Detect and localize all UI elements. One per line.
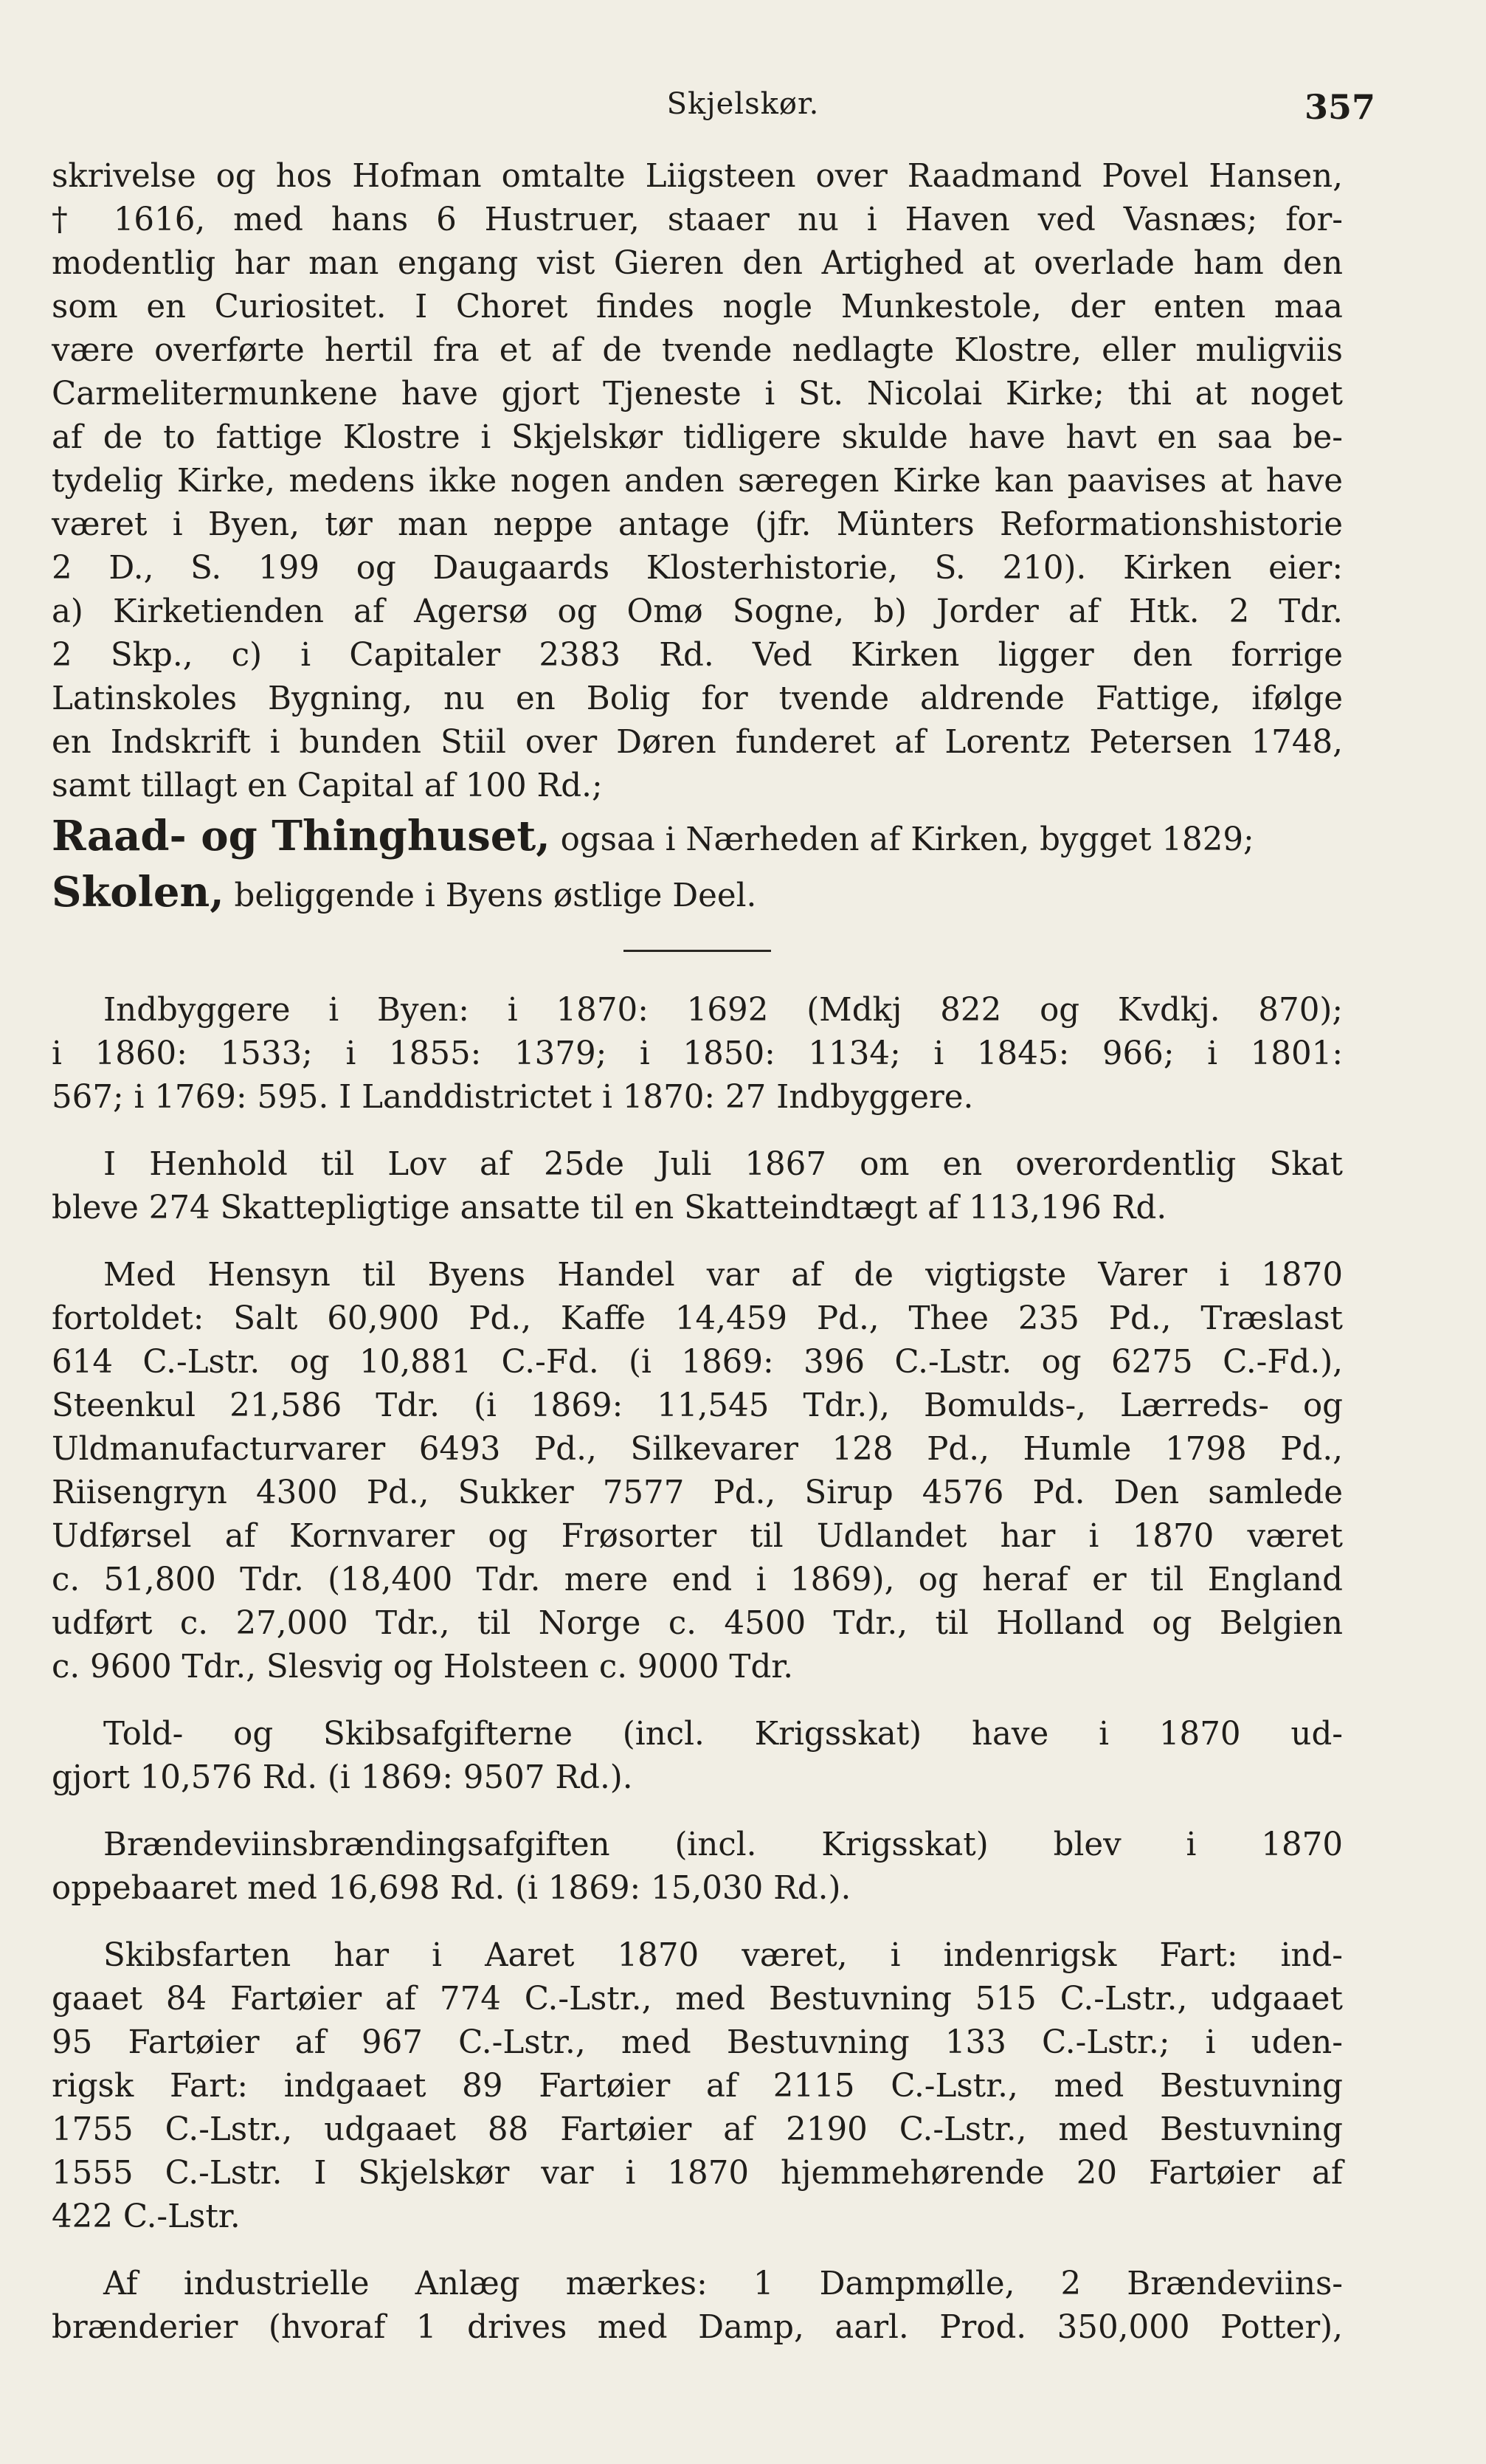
- heading-raad-og-thinghuset: Raad- og Thinghuset,: [52, 812, 550, 860]
- text-line: gjort 10,576 Rd. (i 1869: 9507 Rd.).: [52, 1759, 633, 1796]
- text-line: I Henhold til Lov af 25de Juli 1867 om en overordentlig Skat: [103, 1146, 1343, 1183]
- text-line: 614 C.-Lstr. og 10,881 C.-Fd. (i 1869: 396 C.-Lstr. og 6275 C.-Fd.),: [52, 1344, 1343, 1381]
- heading-skolen: Skolen,: [52, 868, 224, 917]
- text-line: Told- og Skibsafgifterne (incl. Krigsskat) have i 1870 ud-: [103, 1716, 1343, 1753]
- paragraph-gap: [52, 1119, 1343, 1143]
- text-line: Skibsfarten har i Aaret 1870 været, i indenrigsk Fart: ind-: [103, 1937, 1343, 1974]
- text-line: i 1860: 1533; i 1855: 1379; i 1850: 1134; i 1845: 966; i 1801:: [52, 1035, 1343, 1072]
- text-line: gaaet 84 Fartøier af 774 C.-Lstr., med Bestuvning 515 C.-Lstr., udgaaet: [52, 1981, 1343, 2018]
- text-line: Af industrielle Anlæg mærkes: 1 Dampmølle, 2 Brændeviins-: [103, 2265, 1343, 2302]
- paragraph-gap: [52, 1230, 1343, 1254]
- text-line: † 1616, med hans 6 Hustruer, staaer nu i Haven ved Vasnæs; for-: [52, 201, 1343, 238]
- text-line: 2 D., S. 199 og Daugaards Klosterhistorie, S. 210). Kirken eier:: [52, 550, 1343, 587]
- text-line: være overførte hertil fra et af de tvende nedlagte Klostre, eller muligviis: [52, 332, 1343, 369]
- text-line: 1755 C.-Lstr., udgaaet 88 Fartøier af 2190 C.-Lstr., med Bestuvning: [52, 2111, 1343, 2148]
- text-line: Riisengryn 4300 Pd., Sukker 7577 Pd., Sirup 4576 Pd. Den samlede: [52, 1474, 1343, 1511]
- text-line: Carmelitermunkene have gjort Tjeneste i St. Nicolai Kirke; thi at noget: [52, 376, 1343, 413]
- text-line: af de to fattige Klostre i Skjelskør tidligere skulde have havt en saa be-: [52, 419, 1343, 456]
- line-skolen: [52, 864, 1343, 920]
- text-line: bleve 274 Skattepligtige ansatte til en Skatteindtægt af 113,196 Rd.: [52, 1190, 1167, 1226]
- text-line: samt tillagt en Capital af 100 Rd.;: [52, 767, 603, 804]
- text-line: oppebaaret med 16,698 Rd. (i 1869: 15,030 Rd.).: [52, 1870, 851, 1907]
- running-title: Skjelskør.: [666, 87, 820, 121]
- page-header: [0, 87, 1486, 131]
- text-line: brænderier (hvoraf 1 drives med Damp, aarl. Prod. 350,000 Potter),: [52, 2309, 1343, 2346]
- text-line: 95 Fartøier af 967 C.-Lstr., med Bestuvning 133 C.-Lstr.; i uden-: [52, 2024, 1343, 2061]
- text-line: udført c. 27,000 Tdr., til Norge c. 4500 Tdr., til Holland og Belgien: [52, 1605, 1343, 1642]
- text-line: skrivelse og hos Hofman omtalte Liigsteen over Raadmand Povel Hansen,: [52, 158, 1343, 195]
- text-line: Med Hensyn til Byens Handel var af de vigtigste Varer i 1870: [103, 1257, 1343, 1294]
- text-line: som en Curiositet. I Choret findes nogle Munkestole, der enten maa: [52, 289, 1343, 325]
- text-line: c. 51,800 Tdr. (18,400 Tdr. mere end i 1869), og heraf er til England: [52, 1561, 1343, 1598]
- skolen-description: beliggende i Byens østlige Deel.: [234, 877, 757, 914]
- text-line: rigsk Fart: indgaaet 89 Fartøier af 2115 C.-Lstr., med Bestuvning: [52, 2068, 1343, 2105]
- text-line: 422 C.-Lstr.: [52, 2198, 241, 2235]
- text-line: 2 Skp., c) i Capitaler 2383 Rd. Ved Kirken ligger den forrige: [52, 637, 1343, 674]
- paragraph-gap: [52, 1800, 1343, 1823]
- line-raad-og-thinghuset: [52, 808, 1343, 864]
- text-line: 567; i 1769: 595. I Landdistrictet i 1870: 27 Indbyggere.: [52, 1079, 974, 1116]
- paragraph-gap: [52, 2239, 1343, 2263]
- text-line: fortoldet: Salt 60,900 Pd., Kaffe 14,459 Pd., Thee 235 Pd., Træslast: [52, 1300, 1343, 1337]
- text-line: a) Kirketienden af Agersø og Omø Sogne, b) Jorder af Htk. 2 Tdr.: [52, 593, 1343, 630]
- text-line: Latinskoles Bygning, nu en Bolig for tvende aldrende Fattige, ifølge: [52, 680, 1343, 717]
- text-line: Steenkul 21,586 Tdr. (i 1869: 11,545 Tdr.), Bomulds-, Lærreds- og: [52, 1387, 1343, 1424]
- text-line: modentlig har man engang vist Gieren den Artighed at overlade ham den: [52, 245, 1343, 282]
- raad-description: ogsaa i Nærheden af Kirken, bygget 1829;: [560, 821, 1254, 858]
- page-number: 357: [1304, 87, 1375, 127]
- statistics-section: [52, 989, 1343, 2350]
- text-line: c. 9600 Tdr., Slesvig og Holsteen c. 9000 Tdr.: [52, 1649, 794, 1685]
- paragraph-gap: [52, 1689, 1343, 1713]
- text-line: 1555 C.-Lstr. I Skjelskør var i 1870 hjemmehørende 20 Fartøier af: [52, 2155, 1343, 2192]
- paragraph-church: [52, 155, 1343, 808]
- text-line: Brændeviinsbrændingsafgiften (incl. Krigsskat) blev i 1870: [103, 1826, 1343, 1863]
- text-line: tydelig Kirke, medens ikke nogen anden særegen Kirke kan paavises at have: [52, 463, 1343, 500]
- paragraph-gap: [52, 1911, 1343, 1934]
- text-line: Indbyggere i Byen: i 1870: 1692 (Mdkj 822 og Kvdkj. 870);: [103, 992, 1343, 1029]
- text-line: Udførsel af Kornvarer og Frøsorter til Udlandet har i 1870 været: [52, 1518, 1343, 1555]
- text-line: Uldmanufacturvarer 6493 Pd., Silkevarer 128 Pd., Humle 1798 Pd.,: [52, 1431, 1343, 1468]
- body-text: [52, 155, 1343, 2350]
- text-line: været i Byen, tør man neppe antage (jfr. Münters Reformationshistorie: [52, 506, 1343, 543]
- text-line: en Indskrift i bunden Stiil over Døren funderet af Lorentz Petersen 1748,: [52, 724, 1343, 761]
- section-divider: [623, 950, 771, 952]
